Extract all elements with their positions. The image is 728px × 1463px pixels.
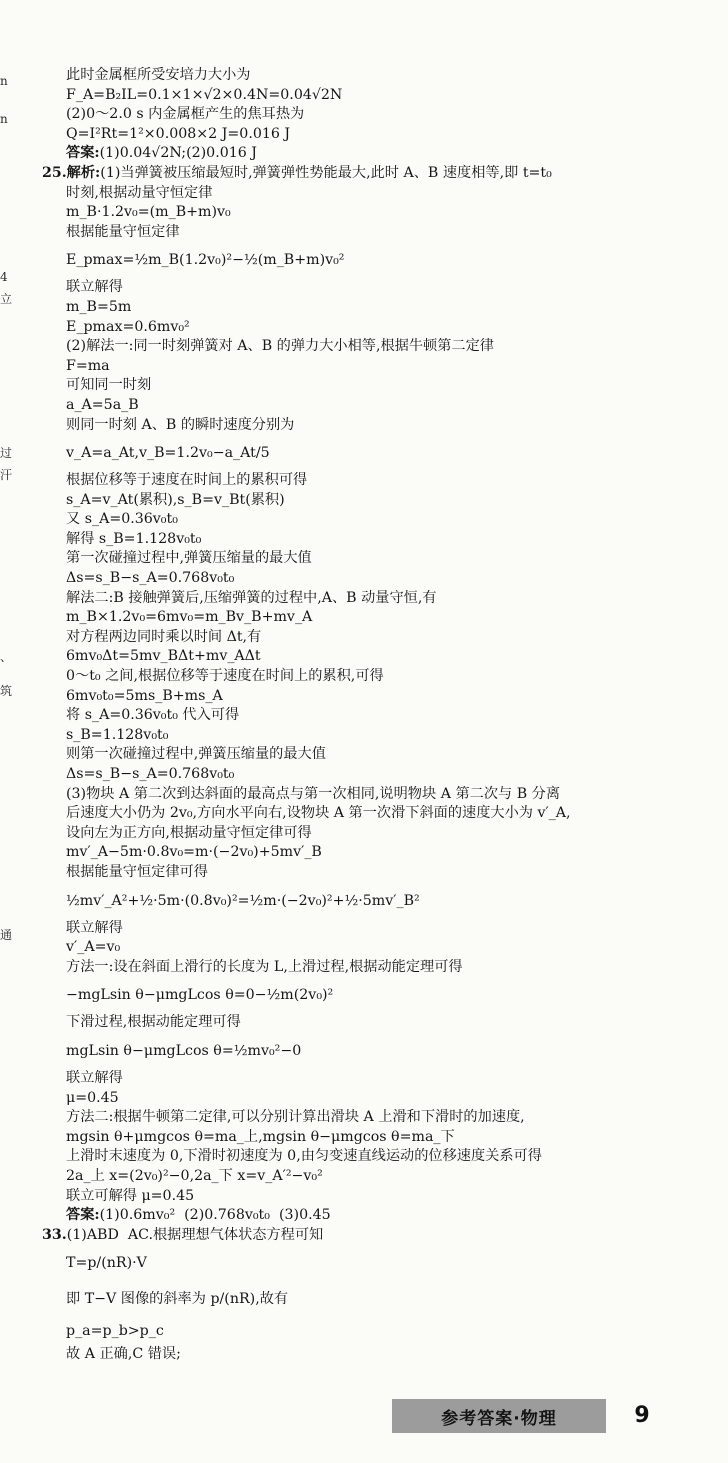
text-line: mv′_A−5m·0.8v₀=m·(−2v₀)+5mv′_B xyxy=(66,844,322,861)
text-line: v_A=a_At,v_B=1.2v₀−a_At/5 xyxy=(66,445,270,462)
text-line: Q=I²Rt=1²×0.008×2 J=0.016 J xyxy=(66,125,291,142)
text-line: F=ma xyxy=(66,357,110,374)
margin-fragment: 4 xyxy=(0,270,8,284)
text-line: 将 s_A=0.36v₀t₀ 代入可得 xyxy=(66,707,240,724)
text-line: T=p/(nR)·V xyxy=(66,1255,147,1272)
text-line: 联立解得 xyxy=(66,1069,123,1086)
text-line: 解得 s_B=1.128v₀t₀ xyxy=(66,530,202,547)
text-line: μ=0.45 xyxy=(66,1089,119,1106)
text-line: 方法二:根据牛顿第二定律,可以分别计算出滑块 A 上滑和下滑时的加速度, xyxy=(66,1109,525,1126)
text-line: 6mv₀t₀=5ms_B+ms_A xyxy=(66,687,223,704)
text-line: 2a_上 x=(2v₀)²−0,2a_下 x=v_A′²−v₀² xyxy=(66,1167,323,1184)
margin-fragment: 立 xyxy=(0,292,13,306)
margin-fragment: n xyxy=(0,112,8,126)
margin-fragment: 通 xyxy=(0,928,13,942)
text-line: 时刻,根据动量守恒定律 xyxy=(66,184,213,201)
margin-fragment: 汗 xyxy=(0,468,13,482)
text-line: 设向左为正方向,根据动量守恒定律可得 xyxy=(66,824,312,841)
text-line: ½mv′_A²+½·5m·(0.8v₀)²=½m·(−2v₀)²+½·5mv′_B² xyxy=(66,892,420,909)
text-line: 则同一时刻 A、B 的瞬时速度分别为 xyxy=(66,416,295,433)
text-line: 则第一次碰撞过程中,弹簧压缩量的最大值 xyxy=(66,746,326,763)
text-line: E_pmax=0.6mv₀² xyxy=(66,318,190,335)
text-line: F_A=B₂IL=0.1×1×√2×0.4N=0.04√2N xyxy=(66,86,343,103)
text-line: 答案:(1)0.6mv₀² (2)0.768v₀t₀ (3)0.45 xyxy=(66,1207,331,1224)
margin-fragment: 过 xyxy=(0,446,13,460)
text-line: Δs=s_B−s_A=0.768v₀t₀ xyxy=(66,570,235,587)
text-line: 下滑过程,根据动能定理可得 xyxy=(66,1014,241,1031)
text-line: 根据位移等于速度在时间上的累积可得 xyxy=(66,472,308,489)
text-line: 即 T−V 图像的斜率为 p/(nR),故有 xyxy=(66,1291,289,1308)
text-line: 25.解析:(1)当弹簧被压缩最短时,弹簧弹性势能最大,此时 A、B 速度相等,即 t=t₀ xyxy=(42,164,552,181)
footer-answer-label: 参考答案·物理 xyxy=(392,1399,606,1433)
text-line: (2)0～2.0 s 内金属框产生的焦耳热为 xyxy=(66,106,305,123)
text-line: 第一次碰撞过程中,弹簧压缩量的最大值 xyxy=(66,550,312,567)
left-margin-fragments xyxy=(0,0,16,1463)
margin-fragment: 、 xyxy=(0,650,13,664)
text-line: E_pmax=½m_B(1.2v₀)²−½(m_B+m)v₀² xyxy=(66,252,345,269)
text-line: a_A=5a_B xyxy=(66,396,139,413)
margin-fragment: n xyxy=(0,74,8,88)
text-line: v′_A=v₀ xyxy=(66,939,121,956)
text-line: 33.(1)ABD AC.根据理想气体状态方程可知 xyxy=(42,1226,324,1243)
text-line: 解法二:B 接触弹簧后,压缩弹簧的过程中,A、B 动量守恒,有 xyxy=(66,589,437,606)
text-line: m_B·1.2v₀=(m_B+m)v₀ xyxy=(66,204,231,221)
text-line: 可知同一时刻 xyxy=(66,377,152,394)
text-line: 联立解得 xyxy=(66,279,123,296)
text-line: 根据能量守恒定律可得 xyxy=(66,863,208,880)
text-line: 0～t₀ 之间,根据位移等于速度在时间上的累积,可得 xyxy=(66,668,384,685)
text-line: 对方程两边同时乘以时间 Δt,有 xyxy=(66,628,262,645)
text-line: s_B=1.128v₀t₀ xyxy=(66,726,169,743)
text-line: 上滑时末速度为 0,下滑时初速度为 0,由匀变速直线运动的位移速度关系可得 xyxy=(66,1148,542,1165)
text-line: 此时金属框所受安培力大小为 xyxy=(66,67,251,83)
text-line: 故 A 正确,C 错误; xyxy=(66,1346,181,1363)
text-line: 又 s_A=0.36v₀t₀ xyxy=(66,511,178,528)
text-line: m_B×1.2v₀=6mv₀=m_Bv_B+mv_A xyxy=(66,609,313,626)
text-line: mgLsin θ−μmgLcos θ=½mv₀²−0 xyxy=(66,1042,302,1059)
text-line: (2)解法一:同一时刻弹簧对 A、B 的弹力大小相等,根据牛顿第二定律 xyxy=(66,338,494,355)
text-line: Δs=s_B−s_A=0.768v₀t₀ xyxy=(66,766,235,782)
text-line: s_A=v_At(累积),s_B=v_Bt(累积) xyxy=(66,491,285,508)
answer-text-column xyxy=(42,66,722,1365)
text-line: 6mv₀Δt=5mv_BΔt+mv_AΔt xyxy=(66,648,261,665)
text-line: 根据能量守恒定律 xyxy=(66,223,180,240)
text-line: (3)物块 A 第二次到达斜面的最高点与第一次相同,说明物块 A 第二次与 B 分离 xyxy=(66,785,561,802)
margin-fragment: 筑 xyxy=(0,684,13,698)
text-line: p_a=p_b>p_c xyxy=(66,1323,164,1340)
text-line: 后速度大小仍为 2v₀,方向水平向右,设物块 A 第一次滑下斜面的速度大小为 v′_A, xyxy=(66,805,571,822)
page-number: 9 xyxy=(634,1403,650,1428)
text-line: m_B=5m xyxy=(66,298,132,315)
text-line: −mgLsin θ−μmgLcos θ=0−½m(2v₀)² xyxy=(66,987,334,1004)
text-line: 方法一:设在斜面上滑行的长度为 L,上滑过程,根据动能定理可得 xyxy=(66,958,463,975)
text-line: 答案:(1)0.04√2N;(2)0.016 J xyxy=(66,145,257,162)
text-line: 联立解得 xyxy=(66,919,123,936)
text-line: mgsin θ+μmgcos θ=ma_上,mgsin θ−μmgcos θ=ma_下 xyxy=(66,1128,455,1145)
text-line: 联立可解得 μ=0.45 xyxy=(66,1187,195,1204)
